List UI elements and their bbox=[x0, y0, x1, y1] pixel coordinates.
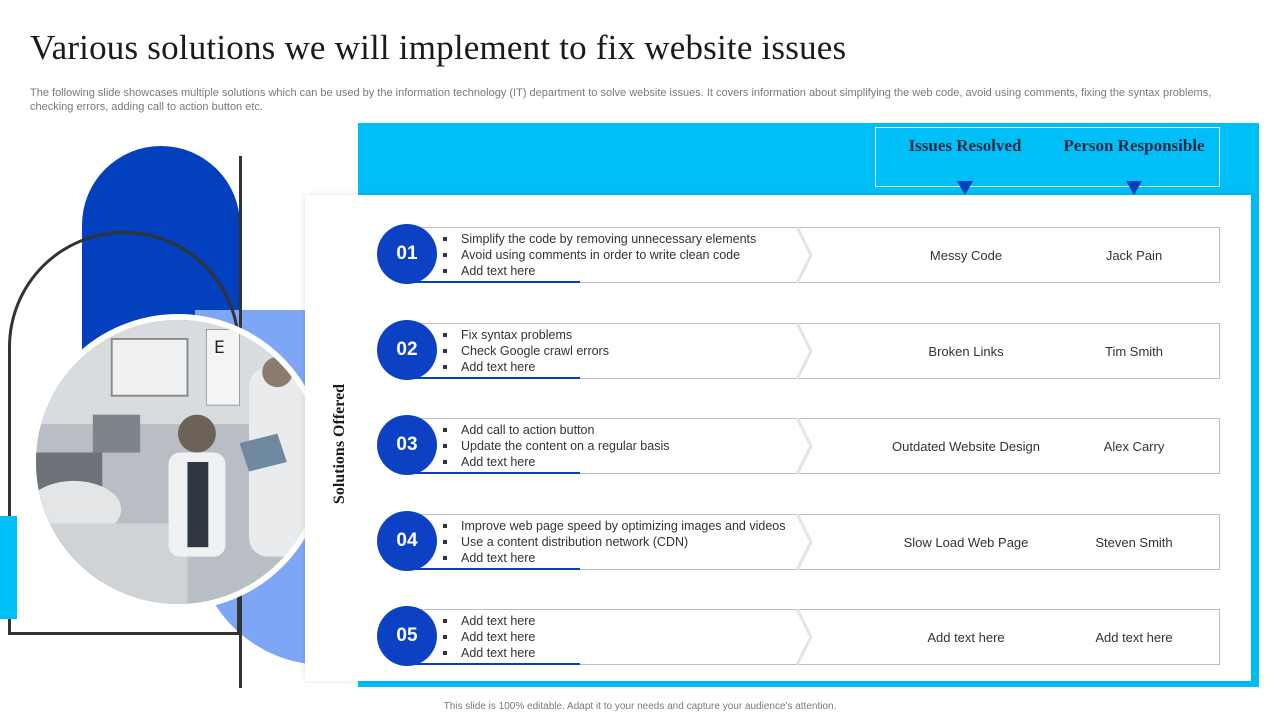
bullet-item: Improve web page speed by optimizing images and videos bbox=[441, 518, 786, 534]
row-bullets bbox=[441, 613, 535, 661]
bullet-item: Check Google crawl errors bbox=[441, 343, 609, 359]
issue-resolved-cell: Messy Code bbox=[929, 247, 1003, 263]
bullet-item: Fix syntax problems bbox=[441, 327, 609, 343]
person-responsible-cell: Steven Smith bbox=[1095, 534, 1173, 550]
person-responsible-cell: Jack Pain bbox=[1105, 247, 1163, 263]
row-chevron-icon bbox=[795, 227, 815, 283]
slide-footer: This slide is 100% editable. Adapt it to your needs and capture your audience's attention. bbox=[443, 701, 837, 712]
bullet-item: Add text here bbox=[441, 645, 535, 661]
bullet-item: Avoid using comments in order to write clean code bbox=[441, 247, 756, 263]
row-underline bbox=[405, 281, 580, 283]
decor-arch-bottom bbox=[8, 632, 242, 635]
row-number: 05 bbox=[377, 606, 437, 666]
row-number: 02 bbox=[377, 320, 437, 380]
row-underline bbox=[405, 568, 580, 570]
bullet-item: Use a content distribution network (CDN) bbox=[441, 534, 786, 550]
slide-subtitle: The following slide showcases multiple solutions which can be used by the information technology (IT) department to solve website issues. It covers information about simplifying the web code, avoid using comments, fixing the syntax problems, checking errors, adding call to action button etc. bbox=[30, 87, 1212, 113]
row-underline bbox=[405, 663, 580, 665]
header-issues-arrow-icon bbox=[957, 181, 973, 195]
row-chevron-icon bbox=[795, 514, 815, 570]
row-chevron-icon bbox=[795, 323, 815, 379]
row-bullets bbox=[441, 422, 669, 470]
person-responsible-cell: Alex Carry bbox=[1103, 438, 1165, 454]
bullet-item: Add text here bbox=[441, 454, 669, 470]
svg-text:E: E bbox=[213, 338, 225, 359]
row-underline bbox=[405, 377, 580, 379]
bullet-item: Add text here bbox=[441, 629, 535, 645]
row-underline bbox=[405, 472, 580, 474]
decor-cyan-strip bbox=[0, 516, 17, 619]
doctor-patient-photo bbox=[30, 314, 326, 610]
solutions-offered-label: Solutions Offered bbox=[331, 383, 348, 505]
slide-title: Various solutions we will implement to fix website issues bbox=[30, 28, 847, 67]
solution-row-1 bbox=[377, 227, 1221, 285]
issue-resolved-cell: Slow Load Web Page bbox=[903, 534, 1029, 550]
bullet-item: Add text here bbox=[441, 359, 609, 375]
bullet-item: Simplify the code by removing unnecessary elements bbox=[441, 231, 756, 247]
bullet-item: Update the content on a regular basis bbox=[441, 438, 669, 454]
bullet-item: Add text here bbox=[441, 263, 756, 279]
solution-row-4 bbox=[377, 514, 1221, 572]
row-bullets bbox=[441, 231, 756, 279]
bullet-item: Add text here bbox=[441, 550, 786, 566]
row-number: 03 bbox=[377, 415, 437, 475]
bullet-item: Add text here bbox=[441, 613, 535, 629]
row-number: 04 bbox=[377, 511, 437, 571]
row-chevron-icon bbox=[795, 418, 815, 474]
header-person-arrow-icon bbox=[1126, 181, 1142, 195]
header-person-responsible: Person Responsible bbox=[1063, 136, 1205, 155]
issue-resolved-cell: Add text here bbox=[927, 629, 1005, 645]
issue-resolved-cell: Outdated Website Design bbox=[892, 438, 1040, 454]
row-number: 01 bbox=[377, 224, 437, 284]
bullet-item: Add call to action button bbox=[441, 422, 669, 438]
person-responsible-cell: Add text here bbox=[1095, 629, 1173, 645]
header-issues-resolved: Issues Resolved bbox=[908, 136, 1022, 155]
issue-resolved-cell: Broken Links bbox=[928, 343, 1004, 359]
solution-row-3 bbox=[377, 418, 1221, 476]
solution-row-5 bbox=[377, 609, 1221, 667]
solution-row-2 bbox=[377, 323, 1221, 381]
row-chevron-icon bbox=[795, 609, 815, 665]
person-responsible-cell: Tim Smith bbox=[1104, 343, 1164, 359]
row-bullets bbox=[441, 327, 609, 375]
row-bullets bbox=[441, 518, 786, 566]
